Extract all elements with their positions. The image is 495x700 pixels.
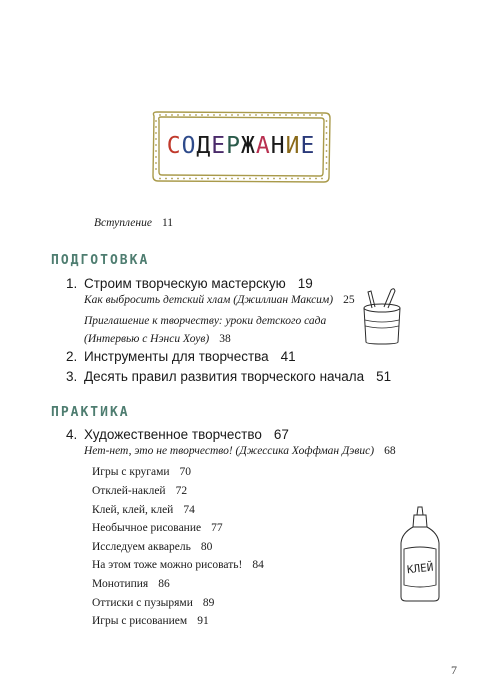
activity-page: 86 bbox=[158, 578, 170, 590]
title-letter: Е bbox=[211, 133, 227, 159]
frame-dot bbox=[231, 114, 233, 116]
frame-dot bbox=[207, 114, 209, 116]
toc-subentry[interactable] bbox=[84, 315, 326, 327]
activity-label: Оттиски с пузырями bbox=[92, 597, 193, 609]
chapter-number: 1. bbox=[66, 276, 78, 291]
activity-page: 70 bbox=[179, 466, 192, 478]
toc-activity[interactable] bbox=[92, 485, 187, 497]
title-letter: Н bbox=[270, 133, 286, 159]
frame-dot bbox=[273, 178, 275, 180]
chapter-page: 19 bbox=[297, 276, 313, 291]
frame-dot bbox=[225, 178, 227, 180]
toc-subentry[interactable] bbox=[84, 333, 231, 345]
activity-page: 74 bbox=[183, 504, 195, 516]
activity-page: 91 bbox=[197, 615, 209, 627]
frame-dot bbox=[213, 114, 215, 116]
frame-dot bbox=[155, 162, 157, 164]
frame-dot bbox=[326, 126, 328, 128]
intro-page: 11 bbox=[161, 217, 174, 229]
toc-title bbox=[148, 131, 334, 161]
frame-dot bbox=[261, 114, 263, 116]
frame-dot bbox=[243, 178, 245, 180]
frame-dot bbox=[155, 126, 157, 128]
activity-label: Клей, клей, клей bbox=[92, 504, 174, 516]
chapter-number: 4. bbox=[66, 427, 78, 442]
chapter-page: 41 bbox=[280, 349, 296, 364]
section-heading-preparation: ПОДГОТОВКА bbox=[51, 253, 150, 268]
subentry-page: 25 bbox=[343, 294, 355, 306]
frame-dot bbox=[195, 114, 197, 116]
activity-label: Игры с кругами bbox=[92, 466, 170, 478]
frame-dot bbox=[321, 114, 323, 116]
activity-page: 72 bbox=[175, 485, 188, 497]
frame-dot bbox=[303, 178, 305, 180]
toc-chapter-1[interactable] bbox=[66, 276, 313, 291]
activity-label: На этом тоже можно рисовать! bbox=[92, 559, 243, 571]
toc-activity[interactable] bbox=[92, 466, 191, 478]
activity-label: Необычное рисование bbox=[92, 522, 202, 534]
frame-dot bbox=[249, 114, 251, 116]
frame-dot bbox=[177, 178, 179, 180]
frame-dot bbox=[315, 178, 317, 180]
frame-dot bbox=[183, 114, 185, 116]
frame-dot bbox=[279, 178, 281, 180]
toc-subentry[interactable] bbox=[84, 445, 396, 457]
frame-dot bbox=[219, 114, 221, 116]
frame-dot bbox=[285, 114, 287, 116]
frame-dot bbox=[183, 178, 185, 180]
frame-dot bbox=[267, 114, 269, 116]
activity-page: 84 bbox=[252, 559, 264, 571]
toc-subentry[interactable] bbox=[84, 294, 355, 306]
frame-dot bbox=[255, 114, 257, 116]
page-number: 7 bbox=[451, 663, 457, 677]
title-letter: Ж bbox=[241, 133, 256, 159]
frame-dot bbox=[291, 114, 293, 116]
frame-dot bbox=[321, 178, 323, 180]
frame-dot bbox=[155, 120, 157, 122]
toc-chapter-4[interactable] bbox=[66, 427, 289, 442]
frame-dot bbox=[189, 178, 191, 180]
subentry-label: (Интервью с Нэнси Хоув) bbox=[84, 333, 210, 345]
intro-label: Вступление bbox=[94, 217, 152, 229]
frame-dot bbox=[213, 178, 215, 180]
frame-dot bbox=[297, 114, 299, 116]
frame-dot bbox=[189, 114, 191, 116]
frame-dot bbox=[219, 178, 221, 180]
frame-dot bbox=[255, 178, 257, 180]
toc-chapter-3[interactable] bbox=[66, 369, 391, 384]
frame-dot bbox=[326, 120, 328, 122]
subentry-page: 38 bbox=[219, 333, 231, 345]
chapter-label: Художественное творчество bbox=[84, 427, 262, 442]
chapter-label: Десять правил развития творческого начала bbox=[84, 369, 365, 384]
frame-dot bbox=[159, 114, 161, 116]
chapter-page: 51 bbox=[376, 369, 392, 384]
frame-dot bbox=[249, 178, 251, 180]
section-heading-practice: ПРАКТИКА bbox=[51, 405, 130, 420]
frame-dot bbox=[231, 178, 233, 180]
frame-dot bbox=[165, 114, 167, 116]
glue-bottle-illustration bbox=[396, 505, 444, 603]
activity-page: 89 bbox=[202, 597, 215, 609]
title-letter: С bbox=[166, 133, 182, 159]
frame-dot bbox=[261, 178, 263, 180]
activity-page: 77 bbox=[211, 522, 223, 534]
frame-dot bbox=[237, 178, 239, 180]
frame-dot bbox=[165, 178, 167, 180]
activity-label: Отклей-наклей bbox=[92, 485, 166, 497]
title-letter: Д bbox=[196, 133, 212, 159]
subentry-page: 68 bbox=[384, 445, 396, 457]
frame-dot bbox=[297, 178, 299, 180]
glue-label: КЛЕЙ bbox=[406, 560, 435, 577]
frame-dot bbox=[291, 178, 293, 180]
frame-dot bbox=[279, 114, 281, 116]
frame-dot bbox=[326, 162, 328, 164]
frame-dot bbox=[237, 114, 239, 116]
chapter-label: Строим творческую мастерскую bbox=[84, 276, 286, 291]
activity-label: Игры с рисованием bbox=[92, 615, 188, 627]
frame-dot bbox=[171, 114, 173, 116]
title-letter: И bbox=[285, 133, 301, 159]
activity-page: 80 bbox=[200, 541, 213, 553]
activity-label: Монотипия bbox=[92, 578, 149, 590]
frame-dot bbox=[159, 178, 161, 180]
toc-activity[interactable] bbox=[92, 522, 223, 534]
toc-activity[interactable] bbox=[92, 578, 170, 590]
chapter-number: 2. bbox=[66, 349, 78, 364]
frame-dot bbox=[309, 178, 311, 180]
frame-dot bbox=[225, 114, 227, 116]
frame-dot bbox=[195, 178, 197, 180]
subentry-label: Приглашение к творчеству: уроки детского сада bbox=[84, 315, 327, 327]
chapter-label: Инструменты для творчества bbox=[84, 349, 269, 364]
frame-dot bbox=[267, 178, 269, 180]
title-letter: Е bbox=[300, 133, 316, 159]
toc-activity[interactable] bbox=[92, 541, 212, 553]
frame-dot bbox=[243, 114, 245, 116]
frame-dot bbox=[177, 114, 179, 116]
toc-activity[interactable] bbox=[92, 504, 195, 516]
brush-cup-illustration bbox=[358, 286, 406, 346]
frame-dot bbox=[201, 114, 203, 116]
frame-dot bbox=[171, 178, 173, 180]
title-letter: Р bbox=[226, 133, 241, 159]
frame-dot bbox=[207, 178, 209, 180]
title-letter: А bbox=[255, 133, 271, 159]
frame-dot bbox=[326, 168, 328, 170]
frame-dot bbox=[201, 178, 203, 180]
toc-activity[interactable] bbox=[92, 597, 214, 609]
frame-dot bbox=[315, 114, 317, 116]
activity-label: Исследуем акварель bbox=[92, 541, 191, 553]
toc-activity[interactable] bbox=[92, 559, 264, 571]
frame-dot bbox=[309, 114, 311, 116]
subentry-label: Нет-нет, это не творчество! (Джессика Хоффман Дэвис) bbox=[84, 445, 375, 457]
subentry-label: Как выбросить детский хлам (Джиллиан Максим) bbox=[84, 294, 334, 306]
frame-dot bbox=[303, 114, 305, 116]
frame-dot bbox=[273, 114, 275, 116]
frame-dot bbox=[285, 178, 287, 180]
title-letter: О bbox=[181, 133, 197, 159]
frame-dot bbox=[155, 168, 157, 170]
chapter-number: 3. bbox=[66, 369, 78, 384]
toc-entry-intro[interactable] bbox=[94, 217, 173, 229]
toc-activity[interactable] bbox=[92, 615, 209, 627]
toc-chapter-2[interactable] bbox=[66, 349, 296, 364]
chapter-page: 67 bbox=[273, 427, 289, 442]
